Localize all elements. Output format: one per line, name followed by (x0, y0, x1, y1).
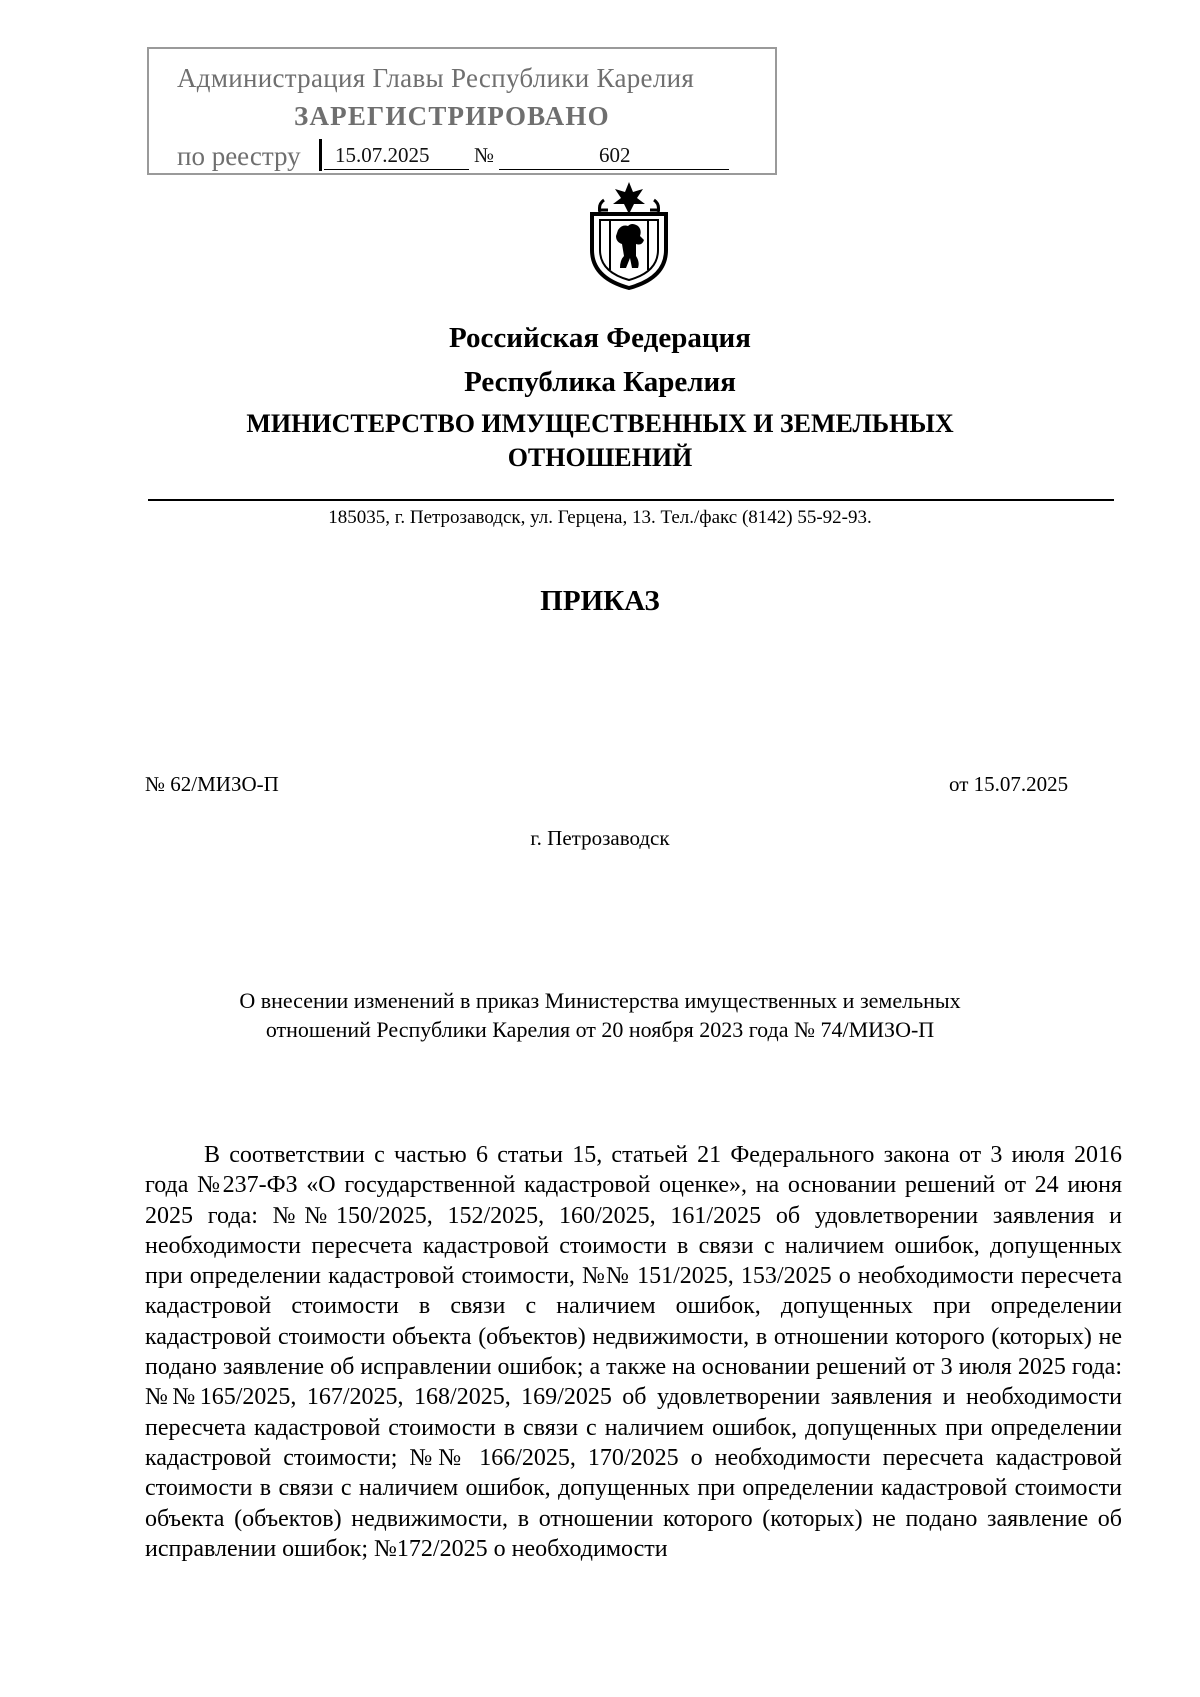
subject-line1: О внесении изменений в приказ Министерства имущественных и земельных (239, 988, 961, 1013)
header-divider (148, 499, 1114, 501)
order-number: № 62/МИЗО-П (145, 772, 279, 796)
stamp-authority: Администрация Главы Республики Карелия (177, 63, 695, 93)
stamp-date: 15.07.2025 (335, 143, 430, 167)
stamp-number-underline (499, 169, 729, 170)
stamp-divider (319, 139, 322, 171)
stamp-number: 602 (599, 143, 631, 167)
stamp-number-sign: № (474, 143, 495, 167)
body-paragraph: В соответствии с частью 6 статьи 15, статьей 21 Федерального закона от 3 июля 2016 года №237-ФЗ «О государственной кадастровой оценке», на основании решений от 24 июня 2025 года: №№150/2025, 152/2025, 160/2025, 161/2025 об удовлетворении заявления и необходимости пересчета кадастровой стоимости в связи с наличием ошибок, допущенных при определении кадастровой стоимости, №№ 151/2025, 153/2025 о необходимости пересчета кадастровой стоимости в связи с наличием ошибок, допущенных при определении кадастровой стоимости объекта (объектов) недвижимости, в отношении которого (которых) не подано заявление об исправлении ошибок; а также на основании решений от 3 июля 2025 года: №№165/2025, 167/2025, 168/2025, 169/2025 об удовлетворении заявления и необходимости пересчета кадастровой стоимости в связи с наличием ошибок, допущенных при определении кадастровой стоимости; №№ 166/2025, 170/2025 о необходимости пересчета кадастровой стоимости в связи с наличием ошибок, допущенных при определении кадастровой стоимости объекта (объектов) недвижимости, в отношении которого (которых) не подано заявление об исправлении ошибок; №172/2025 о необходимости (145, 1142, 1122, 1562)
registration-stamp (147, 47, 777, 175)
header-ministry-line2: ОТНОШЕНИЙ (507, 443, 693, 472)
stamp-registered: ЗАРЕГИСТРИРОВАНО (294, 101, 610, 131)
header-ministry-line1: МИНИСТЕРСТВО ИМУЩЕСТВЕННЫХ И ЗЕМЕЛЬНЫХ (246, 409, 954, 438)
header-address: 185035, г. Петрозаводск, ул. Герцена, 13. Тел./факс (8142) 55-92-93. (328, 507, 872, 528)
stamp-registry-label: по реестру (177, 141, 301, 171)
order-title: ПРИКАЗ (540, 585, 660, 617)
header-republic: Республика Карелия (464, 366, 736, 398)
header-federation: Российская Федерация (449, 322, 751, 354)
order-city: г. Петрозаводск (530, 826, 670, 850)
karelia-coat-of-arms-icon (584, 180, 674, 290)
stamp-date-underline (324, 169, 469, 170)
subject-line2: отношений Республики Карелия от 20 ноября 2023 года № 74/МИЗО-П (265, 1017, 935, 1042)
order-date: от 15.07.2025 (949, 772, 1069, 796)
